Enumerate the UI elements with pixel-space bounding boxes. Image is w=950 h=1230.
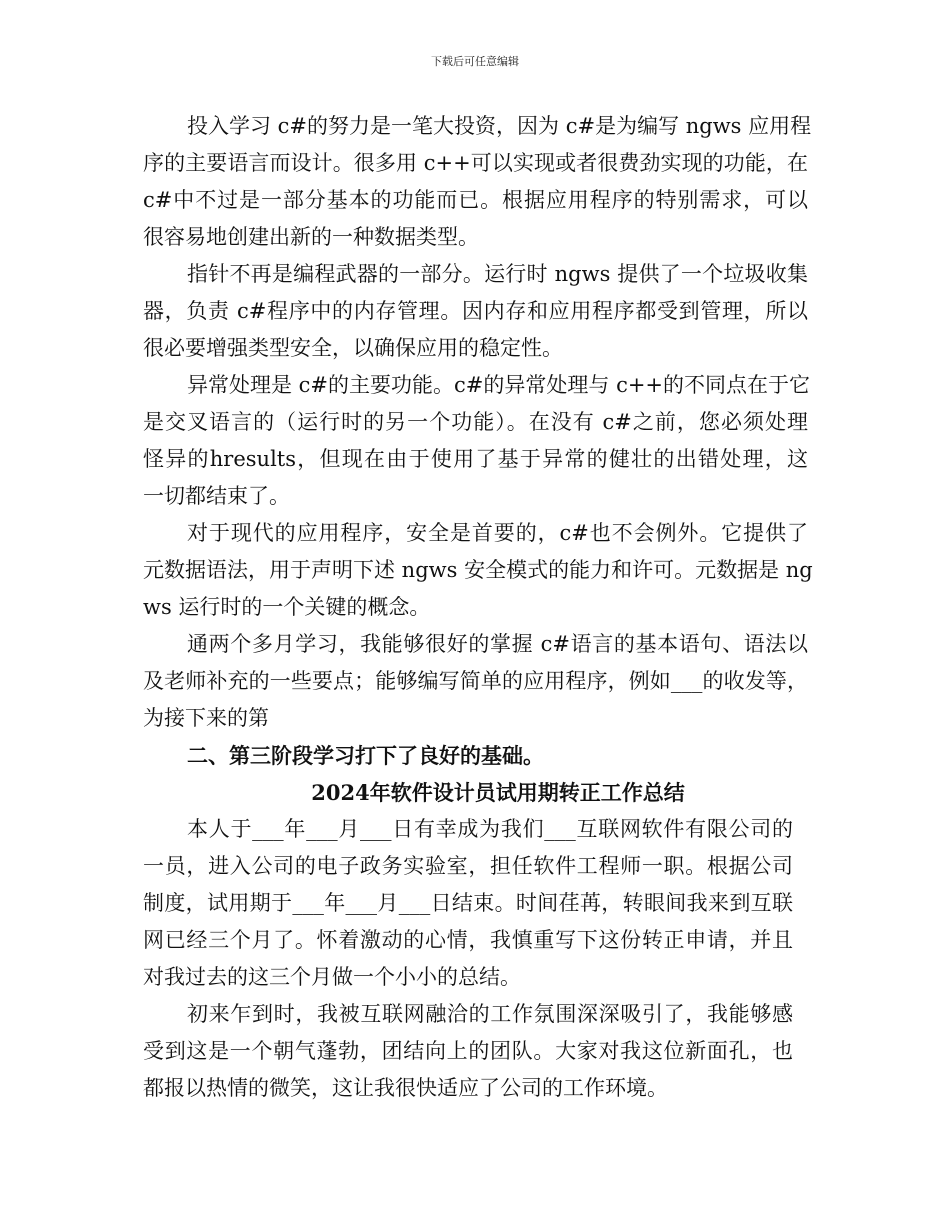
- text-line: ws 运行时的一个关键的概念。: [143, 595, 431, 619]
- paragraph: [143, 256, 808, 367]
- page-header: 下载后可任意编辑: [431, 55, 519, 68]
- paragraph: [143, 996, 808, 1107]
- text-line: 通两个多月学习，我能够很好的掌握 c#语言的基本语句、语法以: [187, 632, 808, 656]
- document-body: [143, 108, 813, 1107]
- text-line: 很容易地创建出新的一种数据类型。: [143, 225, 479, 249]
- text-line: 怪异的hresults，但现在由于使用了基于异常的健壮的出错处理，这: [143, 447, 808, 471]
- text-line: 对我过去的这三个月做一个小小的总结。: [143, 965, 521, 989]
- text-line: 是交叉语言的（运行时的另一个功能）。在没有 c#之前，您必须处理: [143, 410, 808, 434]
- text-line: 元数据语法，用于声明下述 ngws 安全模式的能力和许可。元数据是 ng: [143, 558, 813, 582]
- text-line: 指针不再是编程武器的一部分。运行时 ngws 提供了一个垃圾收集: [187, 262, 808, 286]
- paragraph: [143, 367, 811, 515]
- text-line: 及老师补充的一些要点；能够编写简单的应用程序，例如___的收发等，: [143, 669, 808, 693]
- text-line: 网已经三个月了。怀着激动的心情，我慎重写下这份转正申请，并且: [143, 928, 793, 952]
- text-line: c#中不过是一部分基本的功能而已。根据应用程序的特别需求，可以: [143, 188, 808, 212]
- paragraph: [143, 626, 808, 737]
- text-line: 序的主要语言而设计。很多用 c++可以实现或者很费劲实现的功能，在: [143, 151, 808, 175]
- text-line: 很必要增强类型安全，以确保应用的稳定性。: [143, 336, 563, 360]
- paragraph: [143, 108, 812, 256]
- text-line: 对于现代的应用程序，安全是首要的，c#也不会例外。它提供了: [187, 521, 808, 545]
- text-line: 为接下来的第: [143, 706, 269, 730]
- document-title: 2024年软件设计员试用期转正工作总结: [311, 780, 685, 805]
- section-heading: 二、第三阶段学习打下了良好的基础。: [187, 743, 544, 768]
- paragraph: [143, 515, 813, 626]
- text-line: 初来乍到时，我被互联网融洽的工作氛围深深吸引了，我能够感: [187, 1002, 793, 1026]
- text-line: 器，负责 c#程序中的内存管理。因内存和应用程序都受到管理，所以: [143, 299, 808, 323]
- paragraph: [143, 811, 808, 996]
- text-line: 受到这是一个朝气蓬勃，团结向上的团队。大家对我这位新面孔，也: [143, 1039, 793, 1063]
- text-line: 一切都结束了。: [143, 484, 290, 508]
- text-line: 一员，进入公司的电子政务实验室，担任软件工程师一职。根据公司: [143, 854, 793, 878]
- text-line: 投入学习 c#的努力是一笔大投资，因为 c#是为编写 ngws 应用程: [187, 114, 812, 138]
- text-line: 本人于___年___月___日有幸成为我们___互联网软件有限公司的: [187, 817, 793, 841]
- text-line: 异常处理是 c#的主要功能。c#的异常处理与 c++的不同点在于它: [187, 373, 811, 397]
- text-line: 都报以热情的微笑，这让我很快适应了公司的工作环境。: [143, 1076, 668, 1100]
- text-line: 制度，试用期于___年___月___日结束。时间荏苒，转眼间我来到互联: [143, 891, 793, 915]
